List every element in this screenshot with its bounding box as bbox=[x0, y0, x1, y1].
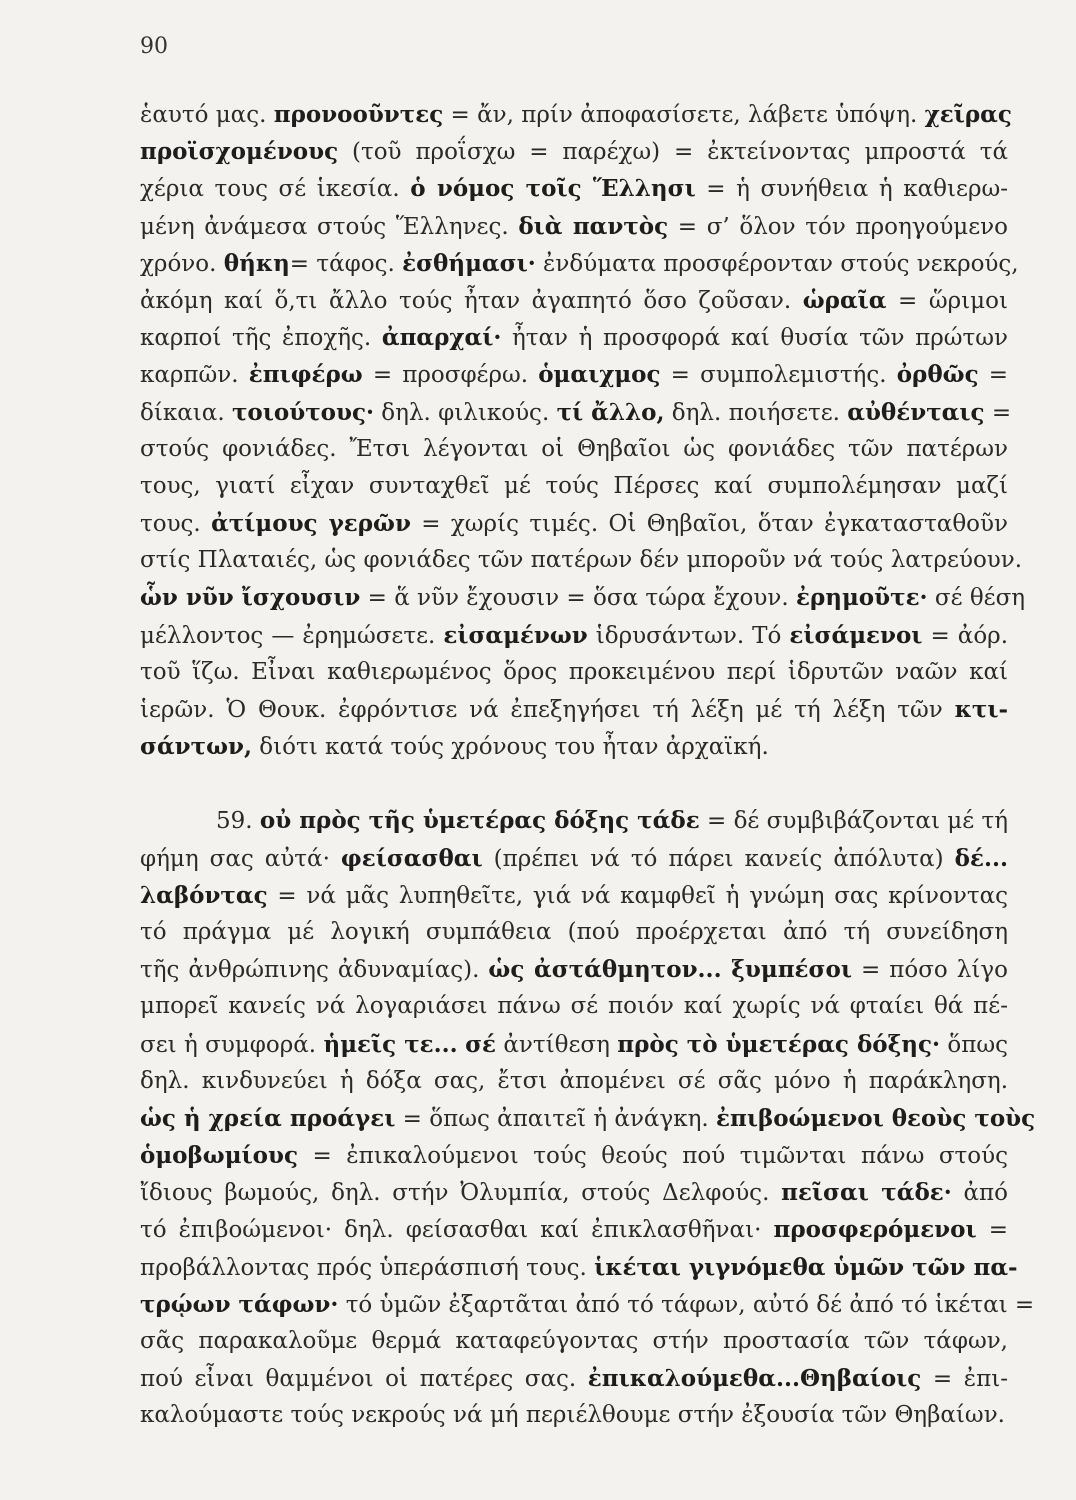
gloss-text: = ἐπι- bbox=[921, 1366, 1008, 1393]
lemma-term: ἡμεῖς τε... bbox=[323, 1030, 458, 1058]
gloss-text: τους, γιατί εἶχαν συνταχθεῖ μέ τούς Πέρσες καί συμπολέμησαν μαζί bbox=[140, 472, 1008, 499]
text-line bbox=[140, 654, 1008, 691]
gloss-text: = σ’ ὅλον τόν προηγούμενο bbox=[668, 213, 1008, 240]
gloss-text: = συμπολεμιστής. bbox=[660, 362, 897, 389]
text-line bbox=[140, 505, 1008, 542]
lemma-term: οὐ πρὸς τῆς ὑμετέρας δόξης τάδε bbox=[259, 807, 700, 835]
gloss-text: = ὥριμοι bbox=[886, 287, 1008, 314]
gloss-text: = bbox=[984, 399, 1012, 426]
lemma-term: ἐρημοῦτε· bbox=[795, 584, 928, 612]
lemma-term: τοιούτους· bbox=[231, 398, 374, 426]
text-line bbox=[140, 1360, 1008, 1397]
text-line bbox=[140, 914, 1008, 951]
lemma-term: ὧν νῦν ἴσχουσιν bbox=[140, 584, 361, 612]
gloss-text: = bbox=[976, 1217, 1008, 1244]
gloss-text: (τοῦ προΐσχω = παρέχω) = ἐκτείνοντας μπροστά τά bbox=[338, 139, 1008, 166]
lemma-term: θήκη bbox=[223, 249, 290, 277]
gloss-text: = ἐπικαλούμενοι τούς θεούς πού τιμῶνται πάνω στούς bbox=[297, 1143, 1008, 1170]
text-line bbox=[140, 1063, 1008, 1100]
gloss-text: φήμη σας αὐτά· bbox=[140, 845, 341, 872]
gloss-text: στούς φονιάδες. Ἔτσι λέγονται οἱ Θηβαῖοι ὡς φονιάδες τῶν πατέρων bbox=[140, 435, 1008, 462]
lemma-term: ὁμαιχμος bbox=[538, 361, 661, 389]
text-line bbox=[140, 133, 1008, 170]
lemma-term: προνοοῦντες bbox=[273, 101, 444, 128]
lemma-term: ἀπαρχαί· bbox=[381, 324, 502, 352]
gloss-text: ἑαυτό μας. bbox=[140, 102, 274, 128]
gloss-text: καρποί τῆς ἐποχῆς. bbox=[140, 325, 382, 352]
gloss-text: ἴδιους βωμούς, δηλ. στήν Ὀλυμπία, στούς Δελφούς. bbox=[140, 1180, 782, 1207]
lemma-term: προϊσχομένους bbox=[140, 138, 339, 166]
gloss-text: πού εἶναι θαμμένοι οἱ πατέρες σας. bbox=[140, 1366, 588, 1393]
lemma-term: ἱκέται γιγνόμεθα ὑμῶν τῶν πα- bbox=[594, 1253, 1018, 1281]
lemma-term: ἐσθήμασι· bbox=[402, 249, 536, 277]
gloss-text: ὅπως bbox=[940, 1031, 1008, 1058]
gloss-text: = πόσο λίγο bbox=[851, 957, 1008, 984]
gloss-text: τό ἐπιβοώμενοι· δηλ. φείσασθαι καί ἐπικλασθῆναι· bbox=[140, 1217, 774, 1244]
gloss-text: = ὅπως ἀπαιτεῖ ἡ ἀνάγκη. bbox=[395, 1105, 716, 1132]
gloss-text: = ἄν, πρίν ἀποφασίσετε, λάβετε ὑπόψη. bbox=[443, 102, 925, 128]
gloss-text: ἱερῶν. Ὁ Θουκ. ἐφρόντισε νά ἐπεξηγήσει τή λέξη μέ τή λέξη τῶν bbox=[140, 697, 955, 723]
text-line bbox=[140, 282, 1008, 319]
lemma-term: εἰσαμένων bbox=[443, 621, 588, 649]
text-line bbox=[140, 1249, 1018, 1286]
text-line bbox=[140, 728, 1008, 765]
text-line bbox=[140, 170, 1008, 207]
gloss-text: καρπῶν. bbox=[140, 362, 249, 389]
lemma-term: ἀτίμους γερῶν bbox=[211, 510, 411, 538]
text-line bbox=[140, 1026, 1008, 1063]
lemma-term: λαβόντας bbox=[140, 881, 268, 909]
gloss-text: δηλ. φιλικούς. bbox=[374, 399, 557, 426]
gloss-text: δίκαια. bbox=[140, 399, 232, 426]
text-line bbox=[140, 96, 1012, 133]
text-line bbox=[140, 802, 1008, 839]
gloss-text: καλούμαστε τούς νεκρούς νά μή περιέλθουμε στήν ἐξουσία τῶν Θηβαίων. bbox=[140, 1402, 1005, 1429]
gloss-text: δηλ. κινδυνεύει ἡ δόξα σας, ἔτσι ἀπομένει σέ σᾶς μόνο ἡ παράκληση. bbox=[140, 1067, 1008, 1094]
lemma-term: τρῴων τάφων· bbox=[140, 1290, 339, 1318]
gloss-text: σέ θέση bbox=[927, 585, 1026, 612]
gloss-text: μένη ἀνάμεσα στούς Ἕλληνες. bbox=[140, 213, 519, 240]
gloss-text: = τάφος. bbox=[289, 250, 403, 277]
commentary-text bbox=[140, 96, 1036, 1435]
gloss-text: ἱδρυσάντων. Τό bbox=[587, 622, 790, 649]
gloss-text: τῆς ἀνθρώπινης ἀδυναμίας). bbox=[140, 957, 489, 984]
gloss-text: = νά μᾶς λυπηθεῖτε, γιά νά καμφθεῖ ἡ γνώμη σας κρίνοντας bbox=[267, 882, 1008, 909]
lemma-term: χεῖρας bbox=[924, 101, 1012, 128]
gloss-text: = ἀόρ. bbox=[922, 622, 1008, 649]
gloss-text: ἀπό bbox=[951, 1180, 1009, 1207]
text-line bbox=[140, 1100, 1036, 1137]
gloss-text: = δέ συμβιβάζονται μέ τή bbox=[699, 808, 1008, 835]
lemma-term: ὁμοβωμίους bbox=[140, 1142, 298, 1170]
page-number: 90 bbox=[140, 34, 168, 59]
text-line bbox=[140, 617, 1008, 654]
lemma-term: ἐπικαλούμεθα...Θηβαίοις bbox=[587, 1365, 922, 1393]
gloss-text: = ἡ συνήθεια ἡ καθιερω- bbox=[695, 176, 1009, 203]
gloss-text: σει ἡ συμφορά. bbox=[140, 1031, 324, 1058]
text-line bbox=[140, 1211, 1008, 1248]
lemma-term: σέ bbox=[465, 1030, 497, 1058]
gloss-text: ἐνδύματα προσφέρονταν στούς νεκρούς, bbox=[535, 250, 1019, 277]
lemma-term: ὡς ἀστάθμητον... ξυμπέσοι bbox=[488, 956, 852, 984]
gloss-text: τοῦ ἵζω. Εἶναι καθιερωμένος ὅρος προκειμένου περί ἱδρυτῶν ναῶν καί bbox=[140, 658, 1008, 685]
gloss-text: = προσφέρω. bbox=[362, 362, 539, 389]
text-line bbox=[140, 1174, 1008, 1211]
text-line bbox=[140, 691, 1008, 728]
lemma-term: κτι- bbox=[954, 696, 1008, 723]
gloss-text: τό ὑμῶν ἐξαρτᾶται ἀπό τό τάφων, αὐτό δέ ἀπό τό ἱκέται = bbox=[338, 1291, 1035, 1318]
lemma-term: πρὸς τὸ ὑμετέρας δόξης· bbox=[617, 1030, 941, 1058]
lemma-term: σάντων, bbox=[140, 733, 252, 761]
gloss-text: = ἅ νῦν ἔχουσιν = ὅσα τώρα ἔχουν. bbox=[360, 585, 796, 612]
lemma-term: ὡραῖα bbox=[802, 286, 887, 314]
gloss-text: = bbox=[978, 362, 1008, 389]
text-line bbox=[140, 988, 1008, 1025]
lemma-term: ὀρθῶς bbox=[896, 361, 979, 389]
lemma-term: διὰ παντὸς bbox=[518, 212, 669, 240]
lemma-term: ἐπιφέρω bbox=[248, 361, 363, 389]
gloss-text: ἀντίθεση bbox=[496, 1031, 618, 1058]
text-line bbox=[140, 431, 1008, 468]
text-line bbox=[140, 579, 1026, 616]
lemma-term: ἐπιβοώμενοι θεοὺς τοὺς bbox=[716, 1104, 1036, 1132]
gloss-text: μέλλοντος — ἐρημώσετε. bbox=[140, 622, 444, 649]
gloss-text: στίς Πλαταιές, ὡς φονιάδες τῶν πατέρων δέν μποροῦν νά τούς λατρεύουν. bbox=[140, 547, 1023, 574]
gloss-text: τό πράγμα μέ λογική συμπάθεια (πού προέρχεται ἀπό τή συνείδηση bbox=[140, 918, 1008, 945]
gloss-text: χέρια τους σέ ἱκεσία. bbox=[140, 176, 411, 203]
lemma-term: ὁ νόμος τοῖς Ἕλλησι bbox=[410, 175, 696, 203]
lemma-term: τί ἄλλο, bbox=[556, 398, 665, 426]
gloss-text: χρόνο. bbox=[140, 250, 224, 277]
text-line bbox=[140, 951, 1008, 988]
lemma-term: δέ... bbox=[954, 844, 1008, 872]
gloss-text: (πρέπει νά τό πάρει κανείς ἀπόλυτα) bbox=[482, 845, 955, 872]
lemma-term: προσφερόμενοι bbox=[773, 1216, 977, 1244]
lemma-term: εἰσάμενοι bbox=[789, 621, 923, 649]
text-line bbox=[140, 840, 1008, 877]
section-gap bbox=[140, 765, 1008, 802]
text-line bbox=[140, 1397, 1008, 1434]
gloss-text: = χωρίς τιμές. Οἱ Θηβαῖοι, ὅταν ἐγκατασταθοῦν bbox=[410, 511, 1008, 538]
text-line bbox=[140, 394, 1012, 431]
gloss-text: δηλ. ποιήσετε. bbox=[664, 399, 848, 426]
gloss-text: μπορεῖ κανείς νά λογαριάσει πάνω σέ ποιόν καί χωρίς νά φταίει θά πέ- bbox=[140, 993, 1008, 1020]
text-line bbox=[140, 877, 1008, 914]
text-line bbox=[140, 319, 1008, 356]
gloss-text: τους. bbox=[140, 511, 212, 538]
text-line bbox=[140, 1323, 1008, 1360]
lemma-term: αὐθένταις bbox=[847, 398, 985, 426]
text-line bbox=[140, 468, 1008, 505]
text-line bbox=[140, 245, 1019, 282]
gloss-text: ἦταν ἡ προσφορά καί θυσία τῶν πρώτων bbox=[501, 325, 1009, 352]
lemma-term: πεῖσαι τάδε· bbox=[781, 1179, 952, 1207]
commentary-section-58 bbox=[140, 96, 1026, 765]
gloss-text bbox=[458, 1032, 465, 1058]
lemma-term: ὡς ἡ χρεία προάγει bbox=[140, 1104, 396, 1132]
commentary-section-59 bbox=[140, 802, 1036, 1434]
gloss-text: σᾶς παρακαλοῦμε θερμά καταφεύγοντας στήν προστασία τῶν τάφων, bbox=[140, 1328, 1008, 1354]
text-line bbox=[140, 356, 1008, 393]
text-line bbox=[140, 1286, 1035, 1323]
text-line bbox=[140, 208, 1008, 245]
lemma-term: φείσασθαι bbox=[340, 844, 483, 872]
gloss-text: προβάλλοντας πρός ὑπεράσπισή τους. bbox=[140, 1254, 595, 1281]
gloss-text: 59. bbox=[216, 808, 260, 835]
text-line bbox=[140, 1137, 1008, 1174]
gloss-text: ἀκόμη καί ὅ,τι ἄλλο τούς ἦταν ἀγαπητό ὅσο ζοῦσαν. bbox=[140, 287, 803, 314]
text-line bbox=[140, 542, 1023, 579]
gloss-text: διότι κατά τούς χρόνους του ἦταν ἀρχαϊκή. bbox=[251, 734, 769, 761]
